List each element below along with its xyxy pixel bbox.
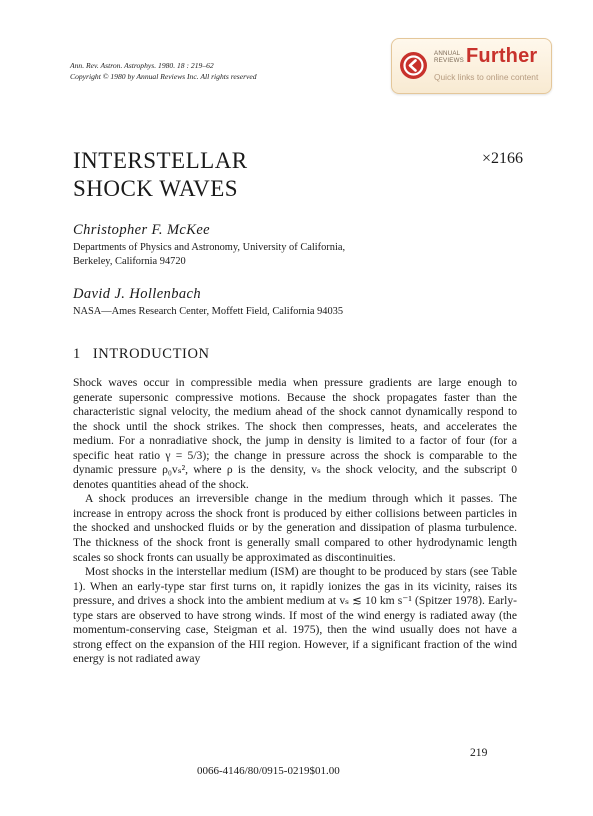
section-number: 1 xyxy=(73,346,81,362)
title-line-1: INTERSTELLAR xyxy=(73,148,248,173)
further-subtitle: Quick links to online content xyxy=(434,72,539,82)
title-line-2: SHOCK WAVES xyxy=(73,176,239,201)
footer-code: 0066-4146/80/0915-0219$01.00 xyxy=(197,765,340,777)
author-affiliation-1: Departments of Physics and Astronomy, University of California, Berkeley, California 94720 xyxy=(73,242,346,267)
body-text xyxy=(73,376,517,667)
page-number: 219 xyxy=(470,746,488,759)
author-affiliation-2: NASA—Ames Research Center, Moffett Field, California 94035 xyxy=(73,306,344,317)
paragraph-3: Most shocks in the interstellar medium (ISM) are thought to be produced by stars (see Table 1). When an early-type star first turns on, it rapidly ionizes the gas in its vicinity, raises its pressure, and drives a shock into the ambient medium at vₛ ≲ 10 km s⁻¹ (Spitzer 1978). Early-type stars are observed to have strong winds. If most of the wind energy is radiated away (the momentum-conserving case, Steigman et al. 1975), then the wind usually does not have a strong effect on the expansion of the HII region. However, if a significant fraction of the wind energy is not radiated away xyxy=(73,565,517,666)
paragraph-1: Shock waves occur in compressible media when pressure gradients are large enough to generate supersonic compressive motions. Because the shock propagates faster than the characteristic signal velocity, the medium ahead of the shock cannot dynamically respond to the shock until the shock strikes. The shock then compresses, heats, and accelerates the medium. For a nonradiative shock, the jump in density is limited to a factor of four (for a specific heat ratio γ = 5/3); the change in pressure across the shock is comparable to the dynamic pressure ρ₀vₛ², where ρ is the density, vₛ the shock velocity, and the subscript 0 denotes quantities ahead of the shock. xyxy=(73,376,517,491)
play-arrow-icon xyxy=(400,52,427,79)
further-badge[interactable] xyxy=(391,38,552,94)
author-name-1: Christopher F. McKee xyxy=(73,222,211,238)
journal-citation xyxy=(70,60,257,82)
section-title: INTRODUCTION xyxy=(92,346,210,362)
article-title xyxy=(73,147,248,203)
annual-reviews-wordmark: ANNUAL REVIEWS xyxy=(434,50,464,64)
journal-line-1: Ann. Rev. Astron. Astrophys. 1980. 18 : 219–62 xyxy=(70,61,214,70)
document-number: ×2166 xyxy=(482,150,524,167)
section-heading xyxy=(73,346,210,363)
author-name-2: David J. Hollenbach xyxy=(73,286,201,302)
paragraph-2: A shock produces an irreversible change in the medium through which it passes. The increase in entropy across the shock front is produced by either collisions between particles in the shocked and unshocked fluids or by the generation and dissipation of plasma turbulence. The thickness of the shock front is generally small compared to other hydrodynamic length scales so shock fronts can usually be approximated as discontinuities. xyxy=(73,492,517,564)
further-label: Further xyxy=(466,45,538,67)
journal-line-2: Copyright © 1980 by Annual Reviews Inc. All rights reserved xyxy=(70,72,257,81)
